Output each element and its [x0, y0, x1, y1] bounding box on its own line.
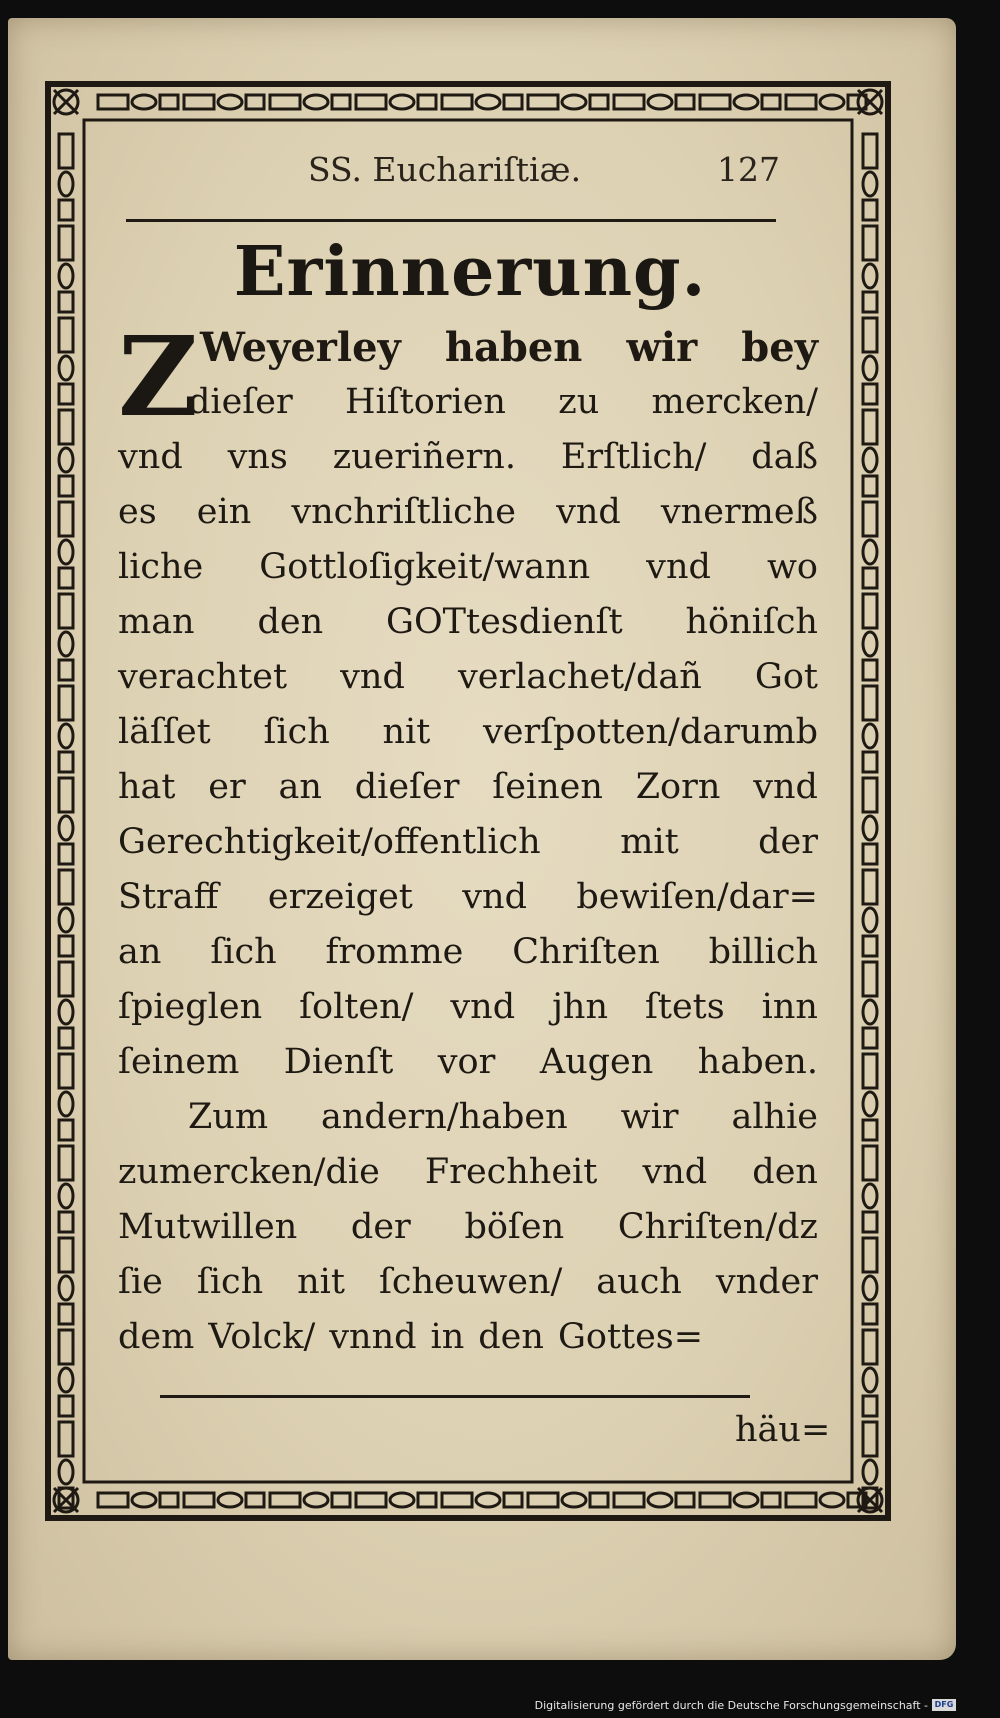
text-line: hat er an dieſer ſeinen Zorn vnd: [118, 767, 818, 807]
border-ornament: [863, 594, 877, 680]
border-ornament: [59, 1146, 73, 1232]
border-ornament: [528, 95, 608, 109]
footer-rule: [160, 1395, 750, 1398]
border-ornament: [863, 1054, 877, 1140]
text-line: Straff erzeiget vnd bewiſen/dar=: [118, 877, 818, 917]
border-ornament: [700, 95, 780, 109]
border-ornament: [59, 1330, 73, 1416]
page-number: 127: [717, 150, 780, 189]
catchword: häu=: [735, 1410, 831, 1450]
border-ornament: [786, 95, 866, 109]
border-ornament: [59, 686, 73, 772]
text-line: läſſet ſich nit verſpotten/darumb: [118, 712, 818, 752]
border-ornament: [59, 134, 73, 220]
border-ornament: [863, 1238, 877, 1324]
text-line: man den GOTtesdienſt höniſch: [118, 602, 818, 642]
border-ornament: [184, 95, 264, 109]
header-rule: [126, 219, 776, 222]
border-ornament: [59, 502, 73, 588]
border-ornament: [59, 1054, 73, 1140]
border-ornament: [270, 95, 350, 109]
border-ornament: [356, 95, 436, 109]
border-ornament: [863, 502, 877, 588]
text-line: liche Gottloſigkeit/wann vnd wo: [118, 547, 818, 587]
section-heading: Erinnerung.: [233, 232, 707, 312]
border-ornament: [59, 778, 73, 864]
dfg-logo: DFG: [932, 1699, 956, 1711]
border-ornament: [270, 1493, 350, 1507]
border-ornament: [442, 95, 522, 109]
border-ornament: [98, 1493, 178, 1507]
text-line: ſie ſich nit ſcheuwen/ auch vnder: [118, 1262, 818, 1302]
border-ornament: [786, 1493, 866, 1507]
border-ornament: [59, 226, 73, 312]
border-ornament: [863, 318, 877, 404]
text-line: ſpieglen ſolten/ vnd jhn ſtets inn: [118, 987, 818, 1027]
credit-text: Digitalisierung gefördert durch die Deutsche Forschungsgemeinschaft -: [534, 1698, 928, 1712]
border-ornament: [863, 870, 877, 956]
border-ornament: [700, 1493, 780, 1507]
text-line: Weyerley haben wir bey: [200, 324, 818, 371]
running-header: [300, 150, 780, 196]
text-line: Gerechtigkeit/offentlich mit der: [118, 822, 818, 862]
border-ornament: [184, 1493, 264, 1507]
border-ornament: [356, 1493, 436, 1507]
border-ornament: [59, 318, 73, 404]
text-line: Zum andern/haben wir alhie: [188, 1097, 818, 1137]
border-ornament: [614, 95, 694, 109]
drop-initial: Z: [118, 312, 199, 441]
border-ornament: [98, 95, 178, 109]
border-ornament: [863, 1330, 877, 1416]
text-line: Mutwillen der böſen Chriſten/dz: [118, 1207, 818, 1247]
text-line: zumercken/die Frechheit vnd den: [118, 1152, 818, 1192]
text-line: dieſer Hiſtorien zu mercken/: [188, 382, 818, 422]
border-ornament: [442, 1493, 522, 1507]
border-ornament: [59, 870, 73, 956]
border-ornament: [863, 226, 877, 312]
border-ornament: [59, 1238, 73, 1324]
border-ornament: [863, 686, 877, 772]
border-ornament: [863, 962, 877, 1048]
digitization-credit: [535, 1697, 956, 1713]
border-ornament: [863, 778, 877, 864]
border-ornament: [59, 594, 73, 680]
text-line: an ſich fromme Chriſten billich: [118, 932, 818, 972]
border-ornament: [59, 410, 73, 496]
border-ornament: [863, 410, 877, 496]
text-line: dem Volck/ vnnd in den Gottes=: [118, 1317, 704, 1357]
text-line: es ein vnchriſtliche vnd vnermeß: [118, 492, 818, 532]
running-title: SS. Euchariſtiæ.: [308, 150, 582, 189]
text-line: verachtet vnd verlachet/dañ Got: [118, 657, 818, 697]
border-ornament: [59, 962, 73, 1048]
body-text: [118, 312, 818, 1365]
border-ornament: [614, 1493, 694, 1507]
text-line: ſeinem Dienſt vor Augen haben.: [118, 1042, 818, 1082]
border-ornament: [528, 1493, 608, 1507]
text-line: vnd vns zueriñern. Erſtlich/ daß: [118, 437, 818, 477]
border-ornament: [863, 134, 877, 220]
border-ornament: [863, 1146, 877, 1232]
